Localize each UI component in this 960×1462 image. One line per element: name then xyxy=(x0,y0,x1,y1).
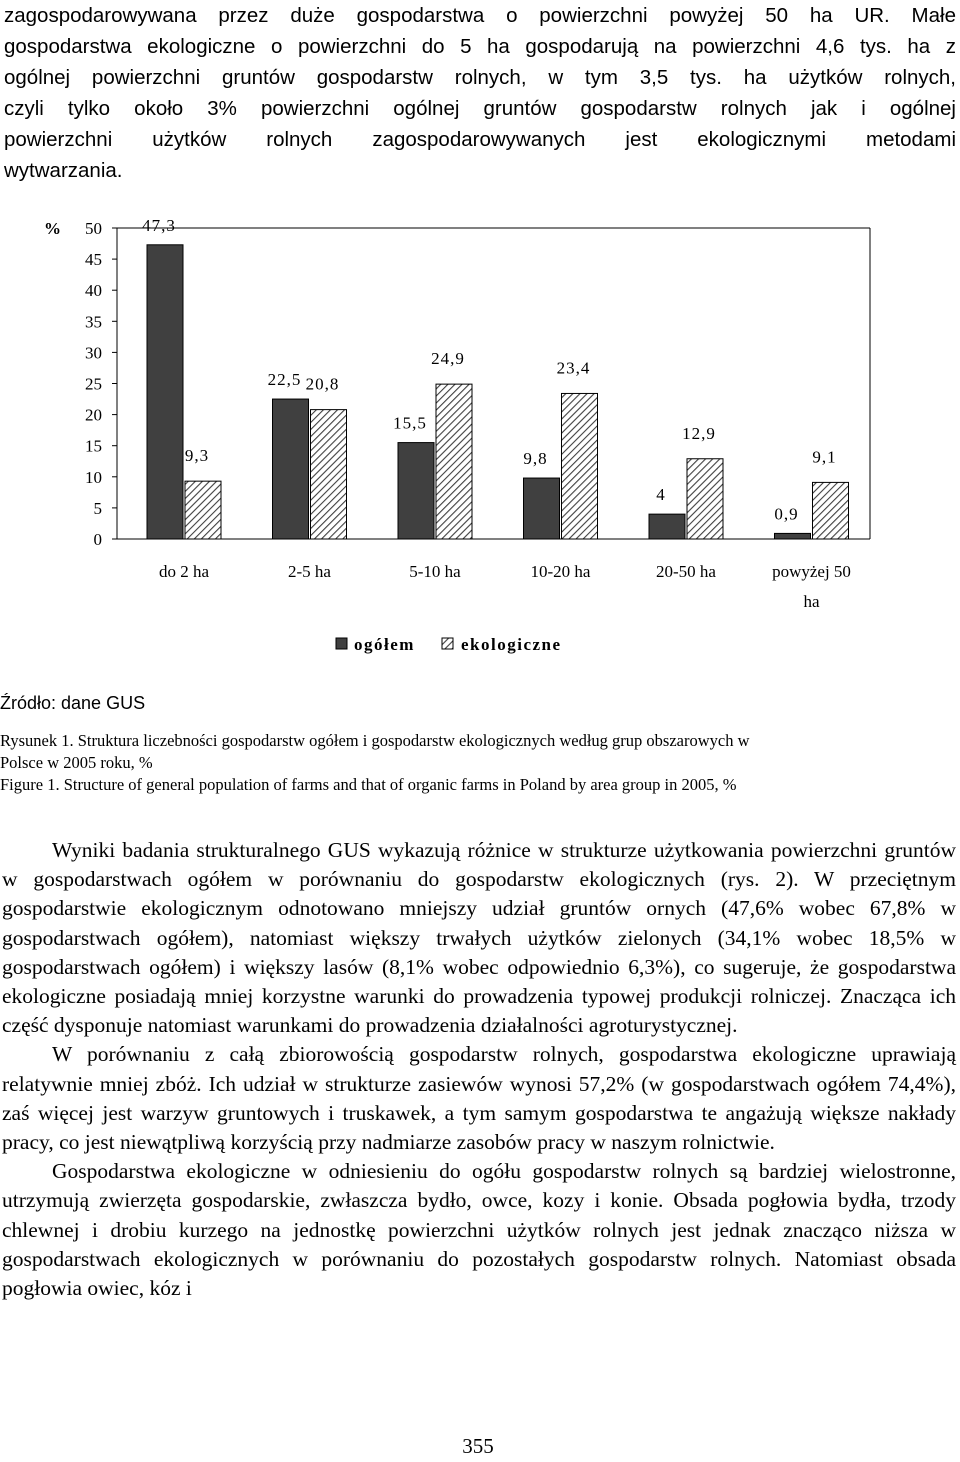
data-label-ekologiczne: 20,8 xyxy=(305,374,340,394)
data-label-ogolem: 4 xyxy=(656,485,666,505)
legend-label-ogolem: ogółem xyxy=(354,635,415,654)
caption-pl-line1: Rysunek 1. Struktura liczebności gospodarstw ogółem i gospodarstw ekologicznych według grup obszarowych w xyxy=(0,731,750,750)
body-paragraph: Gospodarstwa ekologiczne w odniesieniu do ogółu gospodarstw rolnych są bardziej wielostronne, utrzymują zwierzęta gospodarskie, zwłaszcza bydło, owce, kozy i konie. Obsada pogłowia bydła, trzody chlewnej i drobiu kurzego na jednostkę powierzchni użytków rolnych jest jednak znacząco niższa w gospodarstwach ekologicznych w porównaniu do pozostałych gospodarstw rolnych. Natomiast obsada pogłowia owiec, kóz i xyxy=(2,1159,956,1301)
y-axis-label: % xyxy=(44,219,61,238)
x-tick-label: 2-5 ha xyxy=(288,562,331,581)
bar-chart xyxy=(0,195,900,675)
x-tick-label: ha xyxy=(803,592,820,611)
data-label-ogolem: 9,8 xyxy=(523,449,548,469)
x-tick-label: do 2 ha xyxy=(158,562,210,581)
body-paragraph: W porównaniu z całą zbiorowością gospodarstw rolnych, gospodarstwa ekologiczne uprawiają relatywnie mniej zbóż. Ich udział w strukturze zasiewów wynosi 57,2% (w gospodarstwach ogółem 74,4%), zaś więcej jest warzyw gruntowych i truskawek, a tym samym gospodarstwa te angażują większe nakłady pracy, co jest niewątpliwą korzyścią przy nadmiarze zasobów pracy w naszym rolnictwie. xyxy=(2,1042,956,1155)
bar-ekologiczne xyxy=(185,481,221,539)
data-label-ogolem: 15,5 xyxy=(393,413,427,433)
y-tick-label: 35 xyxy=(85,312,102,332)
intro-line: czyli tylko około 3% powierzchni ogólnej gruntów gospodarstw rolnych jak i ogólnej xyxy=(4,97,956,120)
y-tick-label: 10 xyxy=(85,467,102,487)
legend-swatch-ekologiczne xyxy=(442,638,453,649)
bar-ogolem xyxy=(147,245,183,539)
figure-caption xyxy=(0,730,956,796)
intro-line: zagospodarowywana przez duże gospodarstwa o powierzchni powyżej 50 ha UR. Małe xyxy=(4,4,956,27)
data-label-ekologiczne: 9,1 xyxy=(812,447,837,467)
y-tick-label: 30 xyxy=(85,343,102,363)
x-tick-label: powyżej 50 xyxy=(772,562,851,581)
data-label-ekologiczne: 9,3 xyxy=(184,446,210,466)
bar-ekologiczne xyxy=(562,393,598,539)
intro-line: wytwarzania. xyxy=(4,159,123,182)
bar-ekologiczne xyxy=(311,410,347,539)
y-tick-label: 15 xyxy=(85,436,102,456)
source-note: Źródło: dane GUS xyxy=(0,693,146,713)
intro-line: powierzchni użytków rolnych zagospodarowywanych jest ekologicznymi metodami xyxy=(4,128,956,151)
bar-ogolem xyxy=(775,533,811,539)
intro-paragraph xyxy=(4,0,956,186)
body-text xyxy=(2,836,956,1303)
x-tick-label: 20-50 ha xyxy=(656,562,716,581)
data-label-ekologiczne: 24,9 xyxy=(431,349,465,369)
bar-ogolem xyxy=(649,514,685,539)
y-tick-label: 50 xyxy=(85,219,102,238)
y-tick-label: 5 xyxy=(93,498,102,518)
y-tick-label: 45 xyxy=(85,250,102,270)
data-label-ekologiczne: 12,9 xyxy=(682,423,716,443)
intro-line: gospodarstwa ekologiczne o powierzchni do 5 ha gospodarują na powierzchni 4,6 tys. ha z xyxy=(4,35,956,58)
legend-swatch-ogolem xyxy=(336,638,347,649)
page-number: 355 xyxy=(462,1434,494,1458)
bar-ogolem xyxy=(273,399,309,539)
caption-pl-line2: Polsce w 2005 roku, % xyxy=(0,753,153,772)
intro-line: ogólnej powierzchni gruntów gospodarstw rolnych, w tym 3,5 tys. ha użytków rolnych, xyxy=(4,66,956,89)
bar-ekologiczne xyxy=(813,482,849,539)
bar-ogolem xyxy=(398,443,434,539)
body-paragraph: Wyniki badania strukturalnego GUS wykazują różnice w strukturze użytkowania powierzchni gruntów w gospodarstwach ogółem w porównaniu do gospodarstw ekologicznych (rys. 2). W przeciętnym gospodarstwie ekologicznym odnotowano mniejszy udział gruntów ornych (47,6% wobec 67,8% w gospodarstwach ogółem), natomiast większy trwałych użytków zielonych (34,1% wobec 18,5% w gospodarstwach ogółem) i większy lasów (8,1% wobec odpowiednio 6,3%), co sugeruje, że gospodarstwa ekologiczne posiadają mniej korzystne warunki do prowadzenia typowej produkcji rolniczej. Znacząca ich część dysponuje natomiast warunkami do prowadzenia działalności agroturystycznej. xyxy=(2,838,956,1038)
data-label-ogolem: 22,5 xyxy=(267,370,302,390)
x-tick-label: 5-10 ha xyxy=(409,562,461,581)
bar-ogolem xyxy=(524,478,560,539)
y-tick-label: 20 xyxy=(85,405,102,425)
y-tick-label: 0 xyxy=(93,530,102,549)
data-label-ogolem: 0,9 xyxy=(774,504,799,524)
y-tick-label: 40 xyxy=(85,281,102,301)
caption-en: Figure 1. Structure of general population of farms and that of organic farms in Poland by area group in 2005, % xyxy=(0,775,737,794)
bar-ekologiczne xyxy=(436,384,472,539)
bar-ekologiczne xyxy=(687,459,723,539)
data-label-ekologiczne: 23,4 xyxy=(556,358,591,378)
x-tick-label: 10-20 ha xyxy=(530,562,591,581)
y-tick-label: 25 xyxy=(85,374,102,394)
legend-label-ekologiczne: ekologiczne xyxy=(461,635,562,654)
data-label-ogolem: 47,3 xyxy=(142,215,176,235)
